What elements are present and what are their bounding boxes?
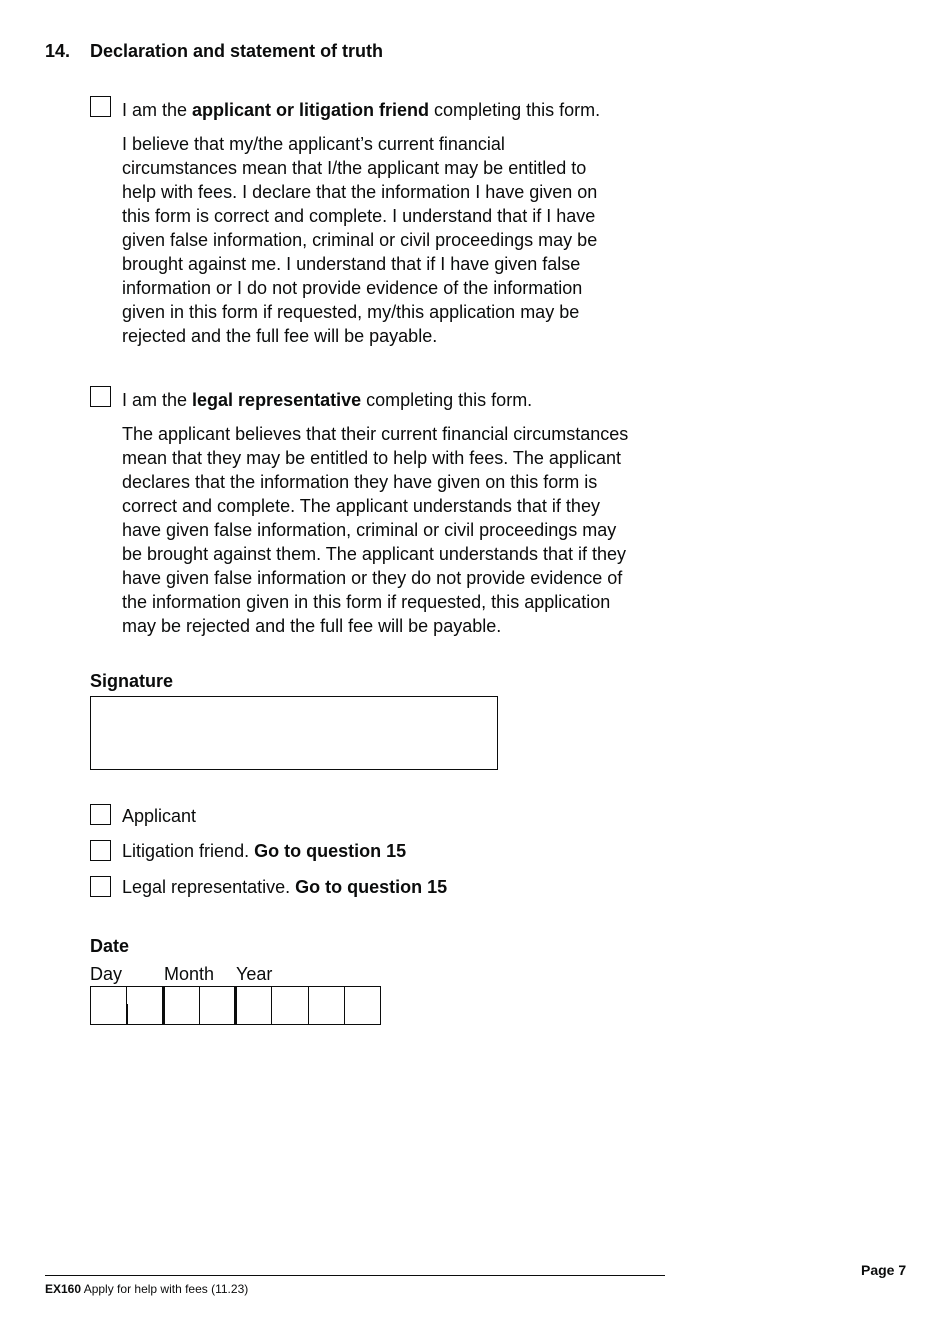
- legal-rep-text-line: have given false information or they do not provide evidence of: [122, 568, 623, 588]
- date-day-tick: [126, 1004, 128, 1025]
- role-litigation-friend-text: Litigation friend.: [122, 841, 255, 861]
- legal-rep-text-line: the information given in this form if requested, this application: [122, 592, 611, 612]
- page-number: Page 7: [861, 1262, 907, 1278]
- applicant-text-line: given false information, criminal or civil proceedings may be: [122, 230, 598, 250]
- role-legal-representative-label: [122, 877, 447, 898]
- signature-field[interactable]: [90, 696, 498, 770]
- role-litigation-friend-label: [122, 841, 406, 862]
- date-month-digit-2[interactable]: [199, 986, 236, 1025]
- date-day-digit-1[interactable]: [90, 986, 127, 1025]
- date-year-digit-2[interactable]: [271, 986, 309, 1025]
- date-year-label: Year: [236, 964, 273, 984]
- legal-rep-text-line: have given false information, criminal or civil proceedings may: [122, 520, 617, 540]
- legal-rep-text-line: be brought against them. The applicant understands that if they: [122, 544, 626, 564]
- date-year-digit-1[interactable]: [235, 986, 272, 1025]
- applicant-text-line: given in this form if requested, my/this application may be: [122, 302, 580, 322]
- date-day-month-separator: [162, 986, 165, 1025]
- applicant-text-line: brought against me. I understand that if I have given false: [122, 254, 581, 274]
- applicant-declaration-label: [122, 100, 600, 121]
- applicant-text-line: this form is correct and complete. I understand that if I have: [122, 206, 596, 226]
- date-month-digit-1[interactable]: [163, 986, 200, 1025]
- footer-form-reference: [45, 1282, 248, 1296]
- applicant-text-line: circumstances mean that I/the applicant may be entitled to: [122, 158, 587, 178]
- legal-rep-declaration-label: [122, 390, 532, 411]
- date-label: Date: [90, 936, 130, 956]
- footer-form-title: Apply for help with fees (11.23): [81, 1282, 249, 1296]
- legal-rep-declaration-prefix: I am the: [122, 390, 193, 410]
- section-number: 14.: [45, 41, 71, 61]
- date-month-year-separator: [234, 986, 237, 1025]
- footer-form-code: EX160: [45, 1282, 82, 1296]
- applicant-text-line: help with fees. I declare that the information I have given on: [122, 182, 598, 202]
- legal-rep-declaration-text: [122, 422, 628, 638]
- applicant-declaration-text: [122, 132, 597, 348]
- applicant-declaration-prefix: I am the: [122, 100, 193, 120]
- legal-rep-declaration-bold: legal representative: [192, 390, 362, 410]
- applicant-declaration-bold: applicant or litigation friend: [192, 100, 430, 120]
- applicant-text-line: I believe that my/the applicant’s current financial: [122, 134, 505, 154]
- role-litigation-friend-checkbox[interactable]: [90, 840, 111, 861]
- role-legal-representative-text: Legal representative.: [122, 877, 296, 897]
- applicant-text-line: information or I do not provide evidence of the information: [122, 278, 583, 298]
- signature-label: Signature: [90, 671, 174, 691]
- role-legal-representative-checkbox[interactable]: [90, 876, 111, 897]
- date-day-digit-2[interactable]: [126, 986, 164, 1025]
- footer-divider: [45, 1275, 665, 1276]
- applicant-declaration-suffix: completing this form.: [429, 100, 601, 120]
- legal-rep-declaration-checkbox[interactable]: [90, 386, 111, 407]
- role-legal-representative-goto: Go to question 15: [295, 877, 448, 897]
- date-day-label: Day: [90, 964, 123, 984]
- date-month-label: Month: [164, 964, 215, 984]
- legal-rep-declaration-suffix: completing this form.: [361, 390, 533, 410]
- role-applicant-label: Applicant: [122, 806, 197, 826]
- role-applicant-checkbox[interactable]: [90, 804, 111, 825]
- section-title: Declaration and statement of truth: [90, 41, 384, 61]
- role-litigation-friend-goto: Go to question 15: [254, 841, 407, 861]
- legal-rep-text-line: may be rejected and the full fee will be payable.: [122, 616, 502, 636]
- applicant-text-line: rejected and the full fee will be payable.: [122, 326, 438, 346]
- legal-rep-text-line: correct and complete. The applicant understands that if they: [122, 496, 600, 516]
- date-year-digit-4[interactable]: [344, 986, 381, 1025]
- applicant-declaration-checkbox[interactable]: [90, 96, 111, 117]
- legal-rep-text-line: mean that they may be entitled to help with fees. The applicant: [122, 448, 621, 468]
- legal-rep-text-line: The applicant believes that their current financial circumstances: [122, 424, 629, 444]
- date-year-digit-3[interactable]: [308, 986, 345, 1025]
- legal-rep-text-line: declares that the information they have given on this form is: [122, 472, 598, 492]
